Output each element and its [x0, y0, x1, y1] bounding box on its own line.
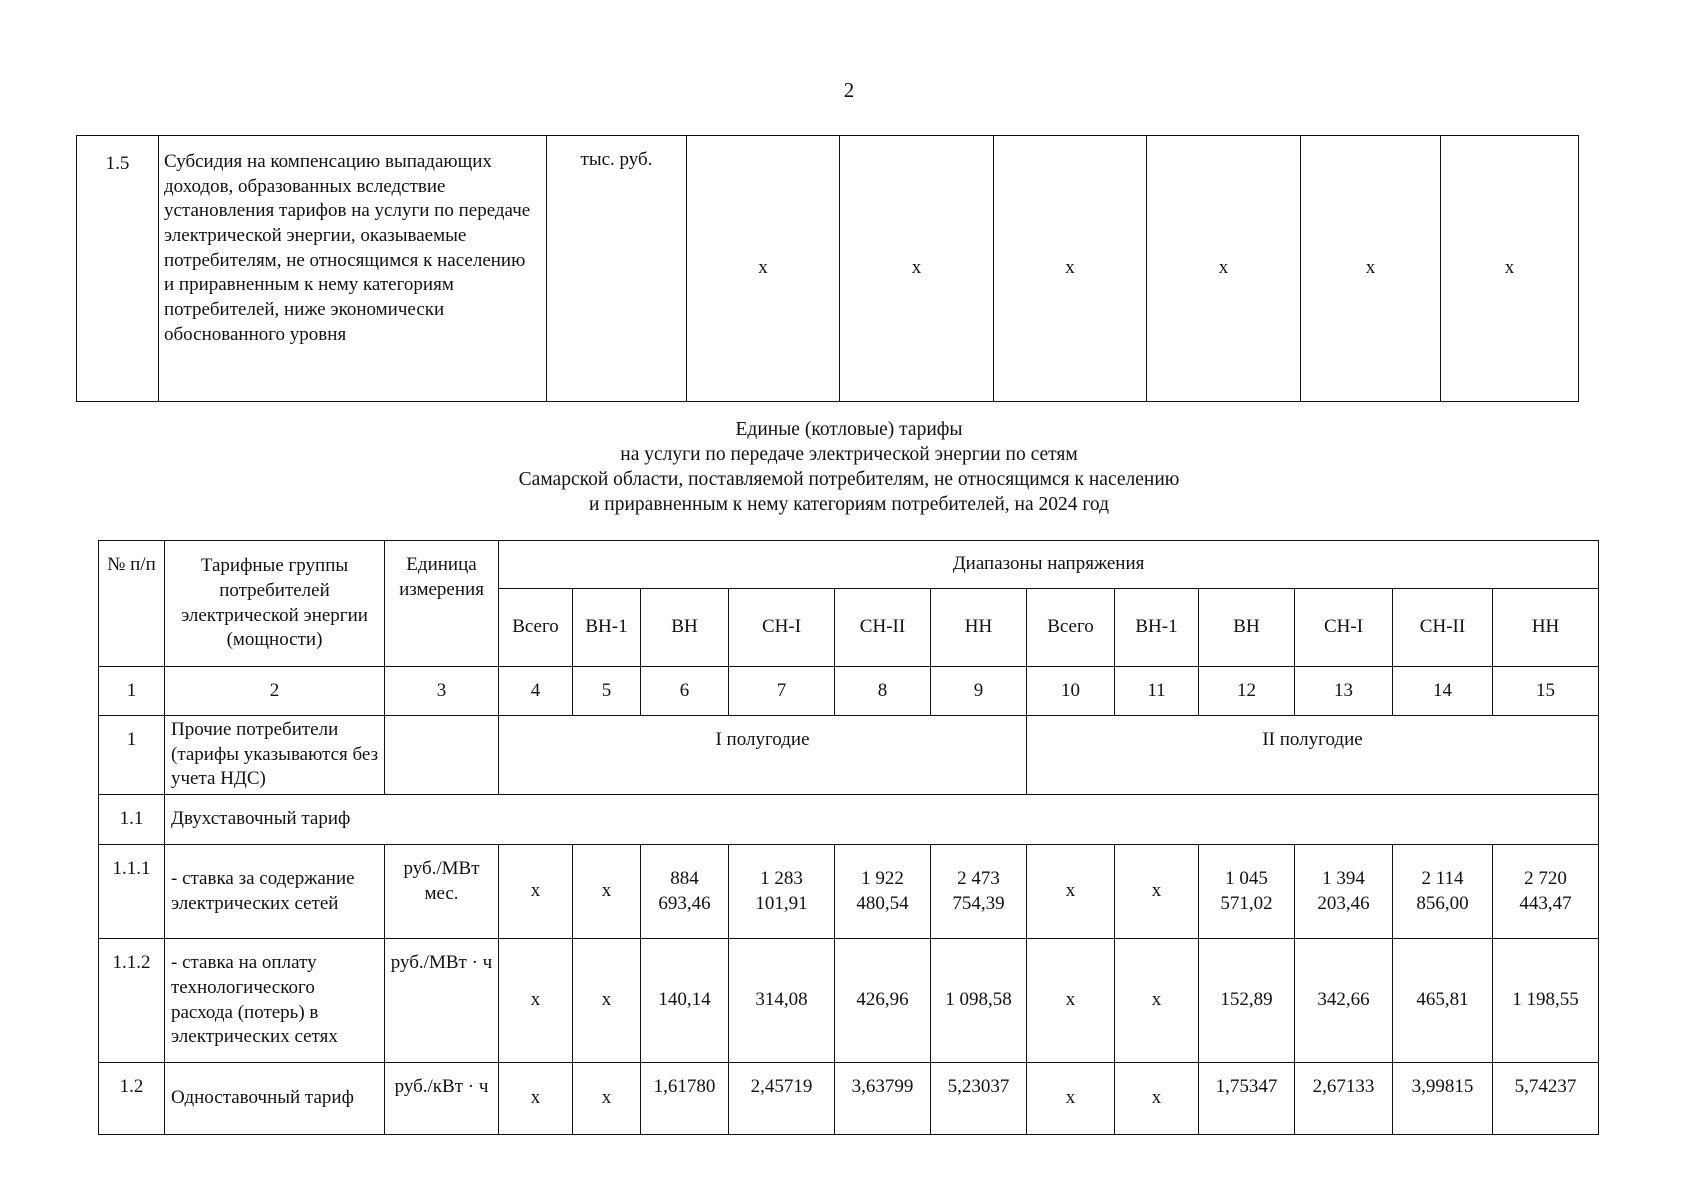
- table-row: [99, 795, 1599, 845]
- header-level: СН-I: [1295, 589, 1393, 667]
- title-line: Самарской области, поставляемой потребителям, не относящимся к населению: [518, 469, 1180, 490]
- value-cell: 3,99815: [1393, 1063, 1493, 1135]
- column-number: 15: [1493, 667, 1599, 716]
- column-number-row: [99, 667, 1599, 716]
- half-year-2: II полугодие: [1027, 716, 1599, 795]
- table-row: [99, 845, 1599, 939]
- value-cell: х: [1147, 136, 1301, 402]
- value-cell: х: [1115, 939, 1199, 1063]
- value-cell: 152,89: [1199, 939, 1295, 1063]
- tariff-table: [98, 540, 1599, 1135]
- value-cell: 342,66: [1295, 939, 1393, 1063]
- title-line: и приравненным к нему категориям потребителей, на 2024 год: [588, 494, 1110, 515]
- value-cell: х: [1115, 845, 1199, 939]
- header-level: СН-I: [729, 589, 835, 667]
- value-cell: 1 922 480,54: [835, 845, 931, 939]
- value-cell: 5,74237: [1493, 1063, 1599, 1135]
- value-cell: 1 045 571,02: [1199, 845, 1295, 939]
- value-cell: х: [499, 845, 573, 939]
- header-unit: Единица измерения: [385, 541, 499, 667]
- value-cell: 465,81: [1393, 939, 1493, 1063]
- header-level: Всего: [1027, 589, 1115, 667]
- header-row: [99, 541, 1599, 589]
- half-year-1: I полугодие: [499, 716, 1027, 795]
- value-cell: х: [1027, 1063, 1115, 1135]
- value-cell: 2 473 754,39: [931, 845, 1027, 939]
- column-number: 11: [1115, 667, 1199, 716]
- row-name: Двухставочный тариф: [165, 795, 1599, 845]
- value-cell: 1 198,55: [1493, 939, 1599, 1063]
- row-unit: руб./кВт · ч: [385, 1063, 499, 1135]
- column-number: 9: [931, 667, 1027, 716]
- header-level: ВН-1: [1115, 589, 1199, 667]
- value-cell: х: [573, 845, 641, 939]
- section-title: [0, 417, 1698, 517]
- title-line: Единые (котловые) тарифы: [735, 419, 963, 440]
- table-row: [99, 939, 1599, 1063]
- row-unit: руб./МВт · ч: [385, 939, 499, 1063]
- row-number: 1.5: [77, 136, 159, 402]
- value-cell: х: [1027, 845, 1115, 939]
- row-unit: руб./МВт мес.: [385, 845, 499, 939]
- value-cell: 884 693,46: [641, 845, 729, 939]
- value-cell: 2,67133: [1295, 1063, 1393, 1135]
- column-number: 10: [1027, 667, 1115, 716]
- value-cell: х: [994, 136, 1147, 402]
- value-cell: х: [573, 939, 641, 1063]
- value-cell: 314,08: [729, 939, 835, 1063]
- header-num: № п/п: [99, 541, 165, 667]
- row-name: - ставка на оплату технологического расхода (потерь) в электрических сетях: [165, 939, 385, 1063]
- value-cell: 5,23037: [931, 1063, 1027, 1135]
- value-cell: х: [1115, 1063, 1199, 1135]
- header-level: СН-II: [835, 589, 931, 667]
- value-cell: 1,61780: [641, 1063, 729, 1135]
- value-cell: 2,45719: [729, 1063, 835, 1135]
- column-number: 6: [641, 667, 729, 716]
- value-cell: 2 114 856,00: [1393, 845, 1493, 939]
- value-cell: х: [1301, 136, 1441, 402]
- value-cell: х: [499, 1063, 573, 1135]
- row-number: 1: [99, 716, 165, 795]
- table-row: [99, 716, 1599, 795]
- column-number: 4: [499, 667, 573, 716]
- value-cell: 1 283 101,91: [729, 845, 835, 939]
- row-unit: тыс. руб.: [547, 136, 687, 402]
- table-row: [99, 1063, 1599, 1135]
- header-level: НН: [1493, 589, 1599, 667]
- row-number: 1.2: [99, 1063, 165, 1135]
- header-ranges: Диапазоны напряжения: [499, 541, 1599, 589]
- column-number: 7: [729, 667, 835, 716]
- value-cell: 1,75347: [1199, 1063, 1295, 1135]
- value-cell: х: [687, 136, 840, 402]
- row-number: 1.1.2: [99, 939, 165, 1063]
- value-cell: 426,96: [835, 939, 931, 1063]
- title-line: на услуги по передаче электрической энергии по сетям: [620, 444, 1078, 465]
- column-number: 14: [1393, 667, 1493, 716]
- column-number: 5: [573, 667, 641, 716]
- column-number: 3: [385, 667, 499, 716]
- value-cell: 2 720 443,47: [1493, 845, 1599, 939]
- value-cell: х: [573, 1063, 641, 1135]
- value-cell: х: [840, 136, 994, 402]
- value-cell: 1 098,58: [931, 939, 1027, 1063]
- header-level: ВН: [1199, 589, 1295, 667]
- value-cell: 140,14: [641, 939, 729, 1063]
- page-number: 2: [843, 78, 855, 102]
- row-number: 1.1: [99, 795, 165, 845]
- row-description: Субсидия на компенсацию выпадающих доходов, образованных вследствие установления тарифов на услуги по передаче электрической энергии, оказываемые потребителям, не относящимся к населению и приравненным к нему категориям потребителей, ниже экономически обоснованного уровня: [159, 136, 547, 402]
- column-number: 13: [1295, 667, 1393, 716]
- row-number: 1.1.1: [99, 845, 165, 939]
- header-level: Всего: [499, 589, 573, 667]
- header-level: НН: [931, 589, 1027, 667]
- value-cell: 1 394 203,46: [1295, 845, 1393, 939]
- column-number: 8: [835, 667, 931, 716]
- value-cell: 3,63799: [835, 1063, 931, 1135]
- value-cell: х: [499, 939, 573, 1063]
- value-cell: х: [1441, 136, 1579, 402]
- header-level: ВН: [641, 589, 729, 667]
- column-number: 1: [99, 667, 165, 716]
- column-number: 12: [1199, 667, 1295, 716]
- column-number: 2: [165, 667, 385, 716]
- header-level: СН-II: [1393, 589, 1493, 667]
- value-cell: х: [1027, 939, 1115, 1063]
- row-unit: [385, 716, 499, 795]
- row-name: Прочие потребители (тарифы указываются без учета НДС): [165, 716, 385, 795]
- header-level: ВН-1: [573, 589, 641, 667]
- row-name: Одноставочный тариф: [165, 1063, 385, 1135]
- continuation-table: [76, 135, 1579, 402]
- table-row: [77, 136, 1579, 402]
- row-name: - ставка за содержание электрических сетей: [165, 845, 385, 939]
- header-group: Тарифные группы потребителей электрической энергии (мощности): [165, 541, 385, 667]
